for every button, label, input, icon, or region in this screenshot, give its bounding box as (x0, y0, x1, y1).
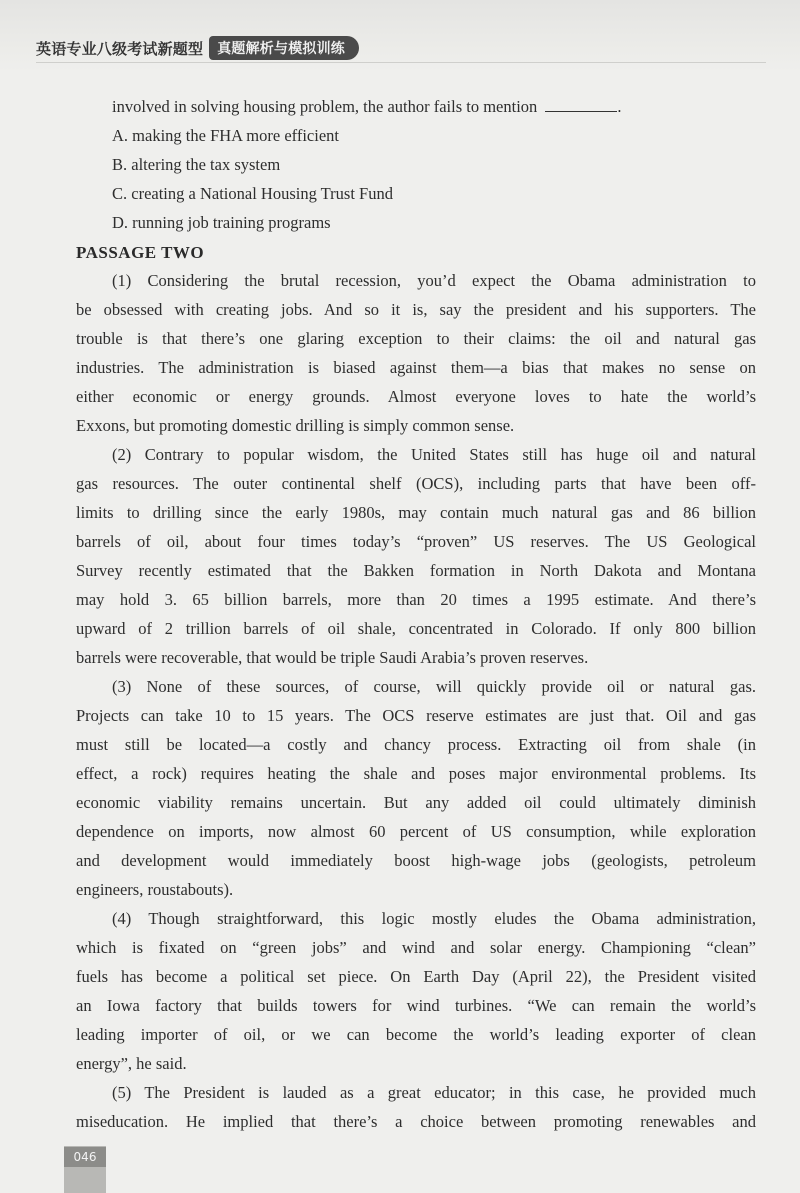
question-end: . (617, 97, 622, 116)
paragraph-line: trouble is that there’s one glaring exception to their claims: the oil and natural gas (76, 329, 756, 348)
paragraph-line: and development would immediately boost high-wage jobs (geologists, petroleum (76, 851, 756, 870)
options-list (76, 121, 756, 237)
paragraph-line: barrels were recoverable, that would be triple Saudi Arabia’s proven reserves. (76, 648, 589, 667)
question-line (76, 92, 756, 121)
paragraph-line: barrels of oil, about four times today’s “proven” US reserves. The US Geological (76, 532, 756, 551)
paragraph-line: may hold 3. 65 billion barrels, more than 20 times a 1995 estimate. And there’s (76, 590, 756, 609)
paragraph-1 (76, 266, 756, 440)
paragraph-5 (76, 1078, 756, 1136)
paragraph-line: economic viability remains uncertain. But any added oil could ultimately diminish (76, 793, 756, 812)
answer-blank (545, 97, 617, 112)
paragraph-3 (76, 672, 756, 904)
running-header (36, 36, 359, 60)
header-divider (36, 62, 766, 63)
paragraph-line: dependence on imports, now almost 60 percent of US consumption, while exploration (76, 822, 756, 841)
paragraph-line: Exxons, but promoting domestic drilling is simply common sense. (76, 416, 515, 435)
paragraph-line: energy”, he said. (76, 1054, 187, 1073)
paragraph-line: engineers, roustabouts). (76, 880, 234, 899)
paragraph-line: an Iowa factory that builds towers for wind turbines. “We can remain the world’s (76, 996, 756, 1015)
passage-heading: PASSAGE TWO (76, 243, 205, 262)
paragraph-line: miseducation. He implied that there’s a choice between promoting renewables and (76, 1112, 756, 1131)
option-a: A. making the FHA more efficient (112, 126, 339, 145)
paragraph-line: which is fixated on “green jobs” and wind and solar energy. Championing “clean” (76, 938, 756, 957)
paragraph-line: either economic or energy grounds. Almost everyone loves to hate the world’s (76, 387, 756, 406)
paragraph-line: (2) Contrary to popular wisdom, the United States still has huge oil and natural (112, 445, 756, 464)
option-c: C. creating a National Housing Trust Fund (112, 184, 393, 203)
paragraph-line: be obsessed with creating jobs. And so it is, say the president and his supporters. The (76, 300, 756, 319)
paragraph-line: Survey recently estimated that the Bakken formation in North Dakota and Montana (76, 561, 756, 580)
page-number: 046 (64, 1147, 106, 1167)
paragraph-line: limits to drilling since the early 1980s, may contain much natural gas and 86 billion (76, 503, 756, 522)
paragraph-line: upward of 2 trillion barrels of oil shale, concentrated in Colorado. If only 800 billion (76, 619, 756, 638)
header-badge: 真题解析与模拟训练 (209, 36, 359, 60)
paragraph-line: industries. The administration is biased against them—a bias that makes no sense on (76, 358, 756, 377)
paragraph-line: effect, a rock) requires heating the shale and poses major environmental problems. Its (76, 764, 756, 783)
paragraph-line: leading importer of oil, or we can become the world’s leading exporter of clean (76, 1025, 756, 1044)
paragraph-line: must still be located—a costly and chancy process. Extracting oil from shale (in (76, 735, 756, 754)
paragraph-2 (76, 440, 756, 672)
paragraph-line: (4) Though straightforward, this logic mostly eludes the Obama administration, (112, 909, 756, 928)
paragraph-line: Projects can take 10 to 15 years. The OCS reserve estimates are just that. Oil and gas (76, 706, 756, 725)
option-b: B. altering the tax system (112, 155, 281, 174)
series-title: 英语专业八级考试新题型 (36, 39, 204, 58)
paragraph-4 (76, 904, 756, 1078)
page-content (76, 92, 756, 1136)
paragraph-line: (3) None of these sources, of course, will quickly provide oil or natural gas. (112, 677, 756, 696)
paragraph-line: gas resources. The outer continental shelf (OCS), including parts that have been off- (76, 474, 756, 493)
paragraph-line: fuels has become a political set piece. On Earth Day (April 22), the President visited (76, 967, 756, 986)
question-text: involved in solving housing problem, the author fails to mention (112, 97, 538, 116)
paragraph-line: (5) The President is lauded as a great educator; in this case, he provided much (112, 1083, 756, 1102)
paragraph-line: (1) Considering the brutal recession, you’d expect the Obama administration to (112, 271, 756, 290)
option-d: D. running job training programs (112, 213, 331, 232)
passage-body (76, 266, 756, 1136)
